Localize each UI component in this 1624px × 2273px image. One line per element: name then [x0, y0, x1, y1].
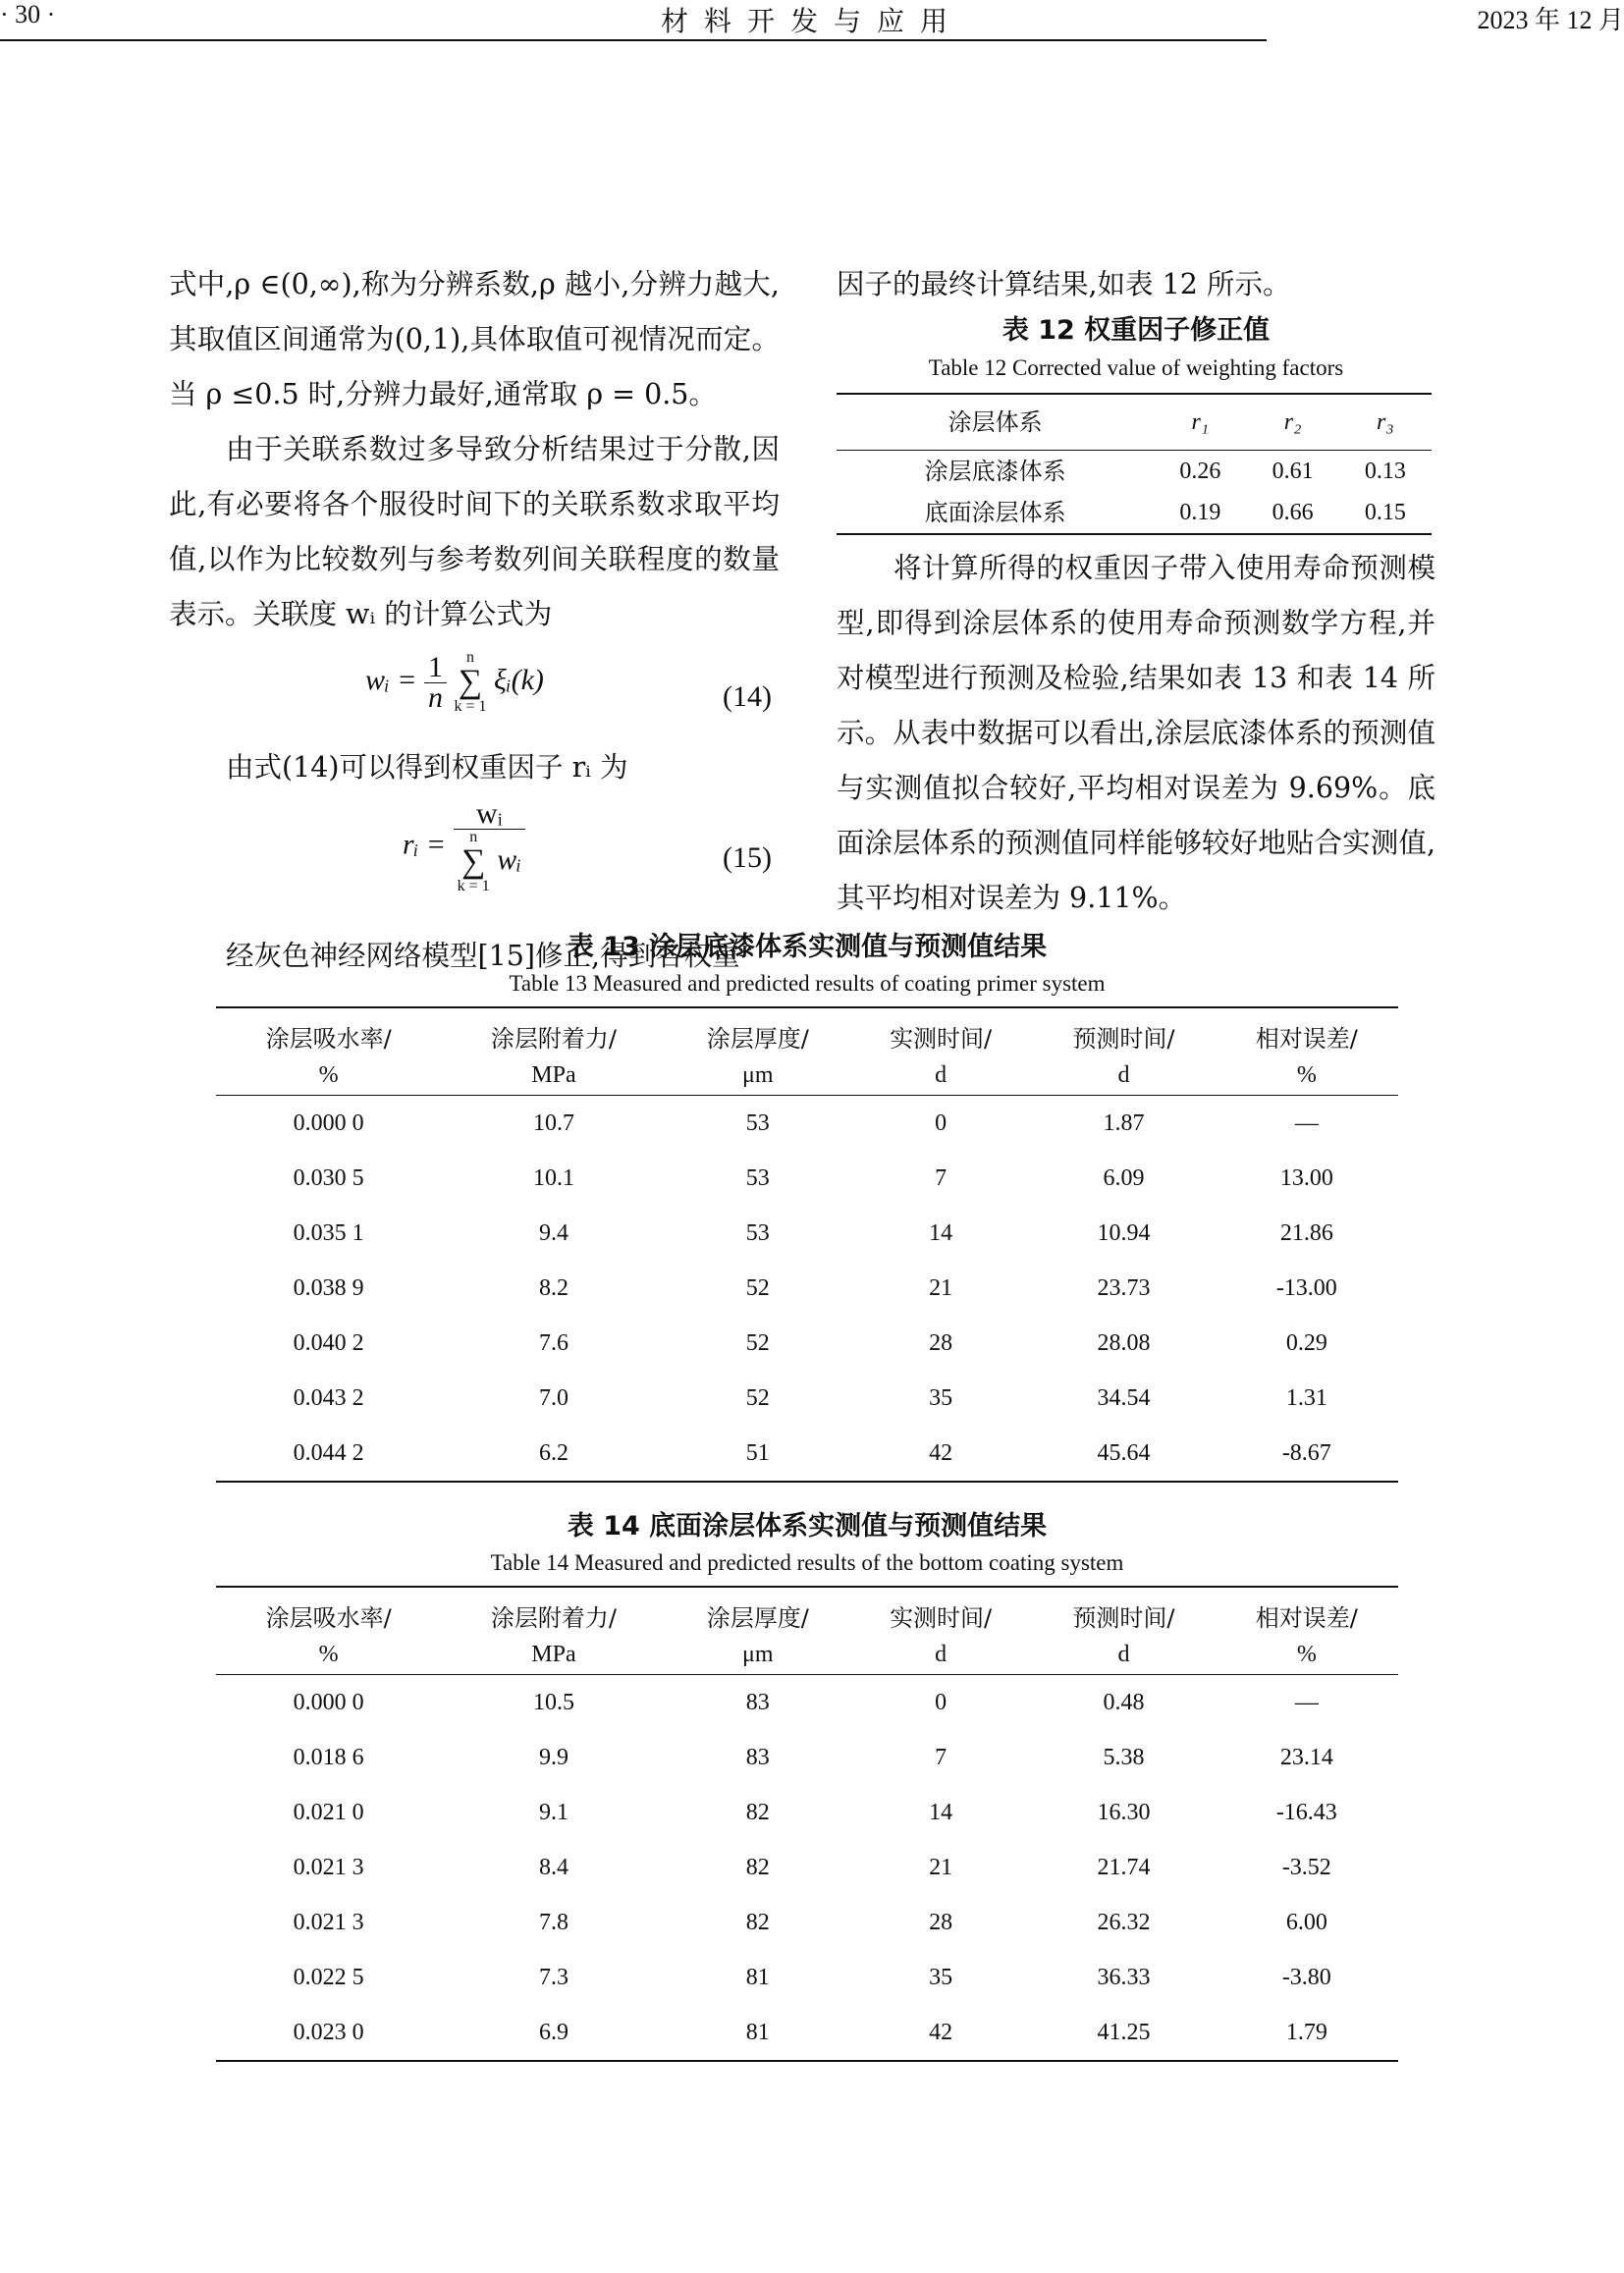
table-cell: 13.00	[1279, 1164, 1333, 1191]
table-cell: 82	[745, 1799, 770, 1825]
table-cell: 0.022 5	[293, 1964, 364, 1990]
table-cell: -8.67	[1281, 1439, 1331, 1466]
table-cell: 1.79	[1285, 2019, 1327, 2045]
table-cell: 7.3	[538, 1964, 568, 1990]
table-cell: 0	[935, 1689, 947, 1715]
table-cell: 45.64	[1097, 1439, 1151, 1466]
table-cell: -16.43	[1275, 1799, 1337, 1825]
table-unit-row: % MPa μm d d %	[216, 1635, 1398, 1675]
equation-number: (15)	[723, 841, 772, 874]
table-body	[216, 1675, 1398, 2062]
table-cell: 28	[929, 1909, 953, 1935]
paragraph: 由式(14)可以得到权重因子 rᵢ 为	[226, 751, 628, 784]
table-caption-en: Table 12 Corrected value of weighting factors	[928, 355, 1344, 380]
table-cell: 21.74	[1097, 1854, 1151, 1880]
table-cell: 53	[745, 1219, 770, 1246]
table-row	[216, 1840, 1398, 1895]
sum-symbol: n ∑ k = 1	[454, 649, 487, 715]
table-cell: 53	[745, 1164, 770, 1191]
table-row	[216, 1785, 1398, 1840]
table-row	[216, 1426, 1398, 1482]
table-cell: 1.87	[1103, 1109, 1145, 1136]
table-cell: 28	[929, 1329, 953, 1356]
table-cell: 21	[929, 1854, 953, 1880]
table-cell: 0.040 2	[293, 1329, 364, 1356]
table-caption-en: Table 13 Measured and predicted results of coating primer system	[509, 971, 1106, 996]
table-cell: 7	[935, 1744, 947, 1770]
table-row	[216, 2005, 1398, 2061]
table-cell: 0.021 0	[293, 1799, 364, 1825]
table-cell: 0.48	[1103, 1689, 1145, 1715]
table-cell: 51	[745, 1439, 770, 1466]
table-row	[216, 1675, 1398, 1731]
table-cell: 7.8	[538, 1909, 568, 1935]
table-row	[216, 1316, 1398, 1371]
paragraph: 由于关联系数过多导致分析结果过于分散,因此,有必要将各个服役时间下的关联系数求取平均值,以作为比较数列与参考数列间关联程度的数量表示。关联度 wᵢ 的计算公式为	[169, 433, 780, 630]
table-cell: 42	[929, 1439, 953, 1466]
table-cell: 16.30	[1097, 1799, 1151, 1825]
sum-symbol: n ∑ k = 1	[457, 829, 490, 894]
table-cell: 23.14	[1279, 1744, 1333, 1770]
table-row: 底面涂层体系 0.19 0.66 0.15	[837, 492, 1432, 534]
table-row	[216, 1096, 1398, 1152]
eq-lhs: rᵢ =	[403, 828, 447, 861]
right-column	[837, 257, 1435, 926]
table-cell: 0	[935, 1109, 947, 1136]
table-cell: 26.32	[1097, 1909, 1151, 1935]
journal-title: 材料开发与应用	[660, 5, 963, 37]
table-cell: 0.043 2	[293, 1384, 364, 1411]
paragraph: 因子的最终计算结果,如表 12 所示。	[837, 268, 1291, 300]
table-row: 涂层底漆体系 0.26 0.61 0.13	[924, 458, 1406, 485]
table-row	[216, 1730, 1398, 1785]
table-row	[216, 1151, 1398, 1206]
eq-fraction: wᵢ n ∑ k = 1 wᵢ	[454, 799, 525, 894]
paragraph: 式中,ρ ∈(0,∞),称为分辨系数,ρ 越小,分辨力越大,其取值区间通常为(0,1),具体取值可视情况而定。当 ρ ≤0.5 时,分辨力最好,通常取 ρ = 0.5。	[169, 268, 780, 410]
table-cell: 8.2	[538, 1274, 568, 1301]
table-row	[216, 1206, 1398, 1261]
table-cell: 10.5	[532, 1689, 574, 1715]
table-unit-row: % MPa μm d d %	[216, 1055, 1398, 1096]
table-row	[216, 1950, 1398, 2005]
page-number: · 30 ·	[0, 0, 56, 28]
table-cell: 83	[745, 1689, 770, 1715]
eq-fraction: $\frac{1}{n}$	[424, 653, 447, 713]
table-cell: 81	[745, 2019, 770, 2045]
table-cell: —	[1294, 1689, 1319, 1715]
table-cell: 8.4	[538, 1854, 568, 1880]
table-cell: 14	[929, 1799, 953, 1825]
table-cell: 42	[929, 2019, 953, 2045]
table-cell: 83	[745, 1744, 770, 1770]
table-cell: 1.31	[1285, 1384, 1327, 1411]
table-caption-en: Table 14 Measured and predicted results of the bottom coating system	[490, 1550, 1124, 1575]
table-cell: 0.29	[1285, 1329, 1327, 1356]
table-13	[216, 1006, 1398, 1483]
table-cell: 6.2	[538, 1439, 568, 1466]
table-cell: 0.044 2	[293, 1439, 364, 1466]
table-14-block	[216, 1507, 1398, 2062]
table-14	[216, 1586, 1398, 2062]
table-cell: 0.030 5	[293, 1164, 364, 1191]
table-cell: 21.86	[1279, 1219, 1333, 1246]
table-cell: 0.035 1	[293, 1219, 364, 1246]
table-caption: 表 14 底面涂层体系实测值与预测值结果	[567, 1511, 1048, 1542]
table-12-block	[837, 312, 1435, 535]
eq-lhs: wᵢ =	[365, 663, 417, 696]
table-cell: 23.73	[1097, 1274, 1151, 1301]
table-caption: 表 12 权重因子修正值	[1001, 315, 1271, 346]
table-header-row: 涂层体系 r₁ r₂ r₃	[837, 394, 1432, 451]
table-cell: 0.038 9	[293, 1274, 364, 1301]
table-row	[216, 1261, 1398, 1316]
table-row	[216, 1371, 1398, 1426]
table-cell: 41.25	[1097, 2019, 1151, 2045]
table-cell: 52	[745, 1384, 770, 1411]
table-cell: -3.52	[1281, 1854, 1331, 1880]
table-12	[837, 393, 1432, 535]
table-13-block	[216, 928, 1398, 1483]
table-cell: 82	[745, 1854, 770, 1880]
page-header	[0, 0, 1624, 41]
table-cell: —	[1294, 1109, 1319, 1136]
table-cell: 7.6	[538, 1329, 568, 1356]
table-cell: 10.1	[532, 1164, 574, 1191]
table-row	[216, 1895, 1398, 1950]
equation-14	[169, 642, 780, 740]
table-cell: 52	[745, 1274, 770, 1301]
table-cell: 9.4	[538, 1219, 568, 1246]
table-caption: 表 13 涂层底漆体系实测值与预测值结果	[567, 932, 1048, 962]
paragraph: 经灰色神经网络模型[15]修正,得到各权重	[226, 940, 740, 972]
table-header-row: 涂层吸水率/ 涂层附着力/ 涂层厚度/ 实测时间/ 预测时间/ 相对误差/	[216, 1007, 1398, 1055]
table-cell: 6.00	[1285, 1909, 1327, 1935]
table-cell: 7	[935, 1164, 947, 1191]
table-cell: 9.9	[538, 1744, 568, 1770]
issue-date: 2023 年 12 月	[1477, 6, 1624, 34]
table-cell: -3.80	[1281, 1964, 1331, 1990]
paragraph: 将计算所得的权重因子带入使用寿命预测模型,即得到涂层体系的使用寿命预测数学方程,并对模型进行预测及检验,结果如表 13 和表 14 所示。从表中数据可以看出,涂层底漆体系的预测值与实测值拟合较好,平均相对误差为 9.69%。底面涂层体系的预测值同样能够较好地贴合实测值,其平均相对误差为 9.11%。	[837, 552, 1435, 914]
table-cell: 0.000 0	[293, 1689, 364, 1715]
table-cell: 7.0	[538, 1384, 568, 1411]
table-cell: 82	[745, 1909, 770, 1935]
table-cell: 6.09	[1103, 1164, 1145, 1191]
table-cell: 53	[745, 1109, 770, 1136]
table-cell: 10.7	[532, 1109, 574, 1136]
table-cell: 81	[745, 1964, 770, 1990]
left-column	[169, 257, 780, 984]
table-cell: 6.9	[538, 2019, 568, 2045]
table-cell: 0.021 3	[293, 1909, 364, 1935]
table-cell: 52	[745, 1329, 770, 1356]
table-body	[216, 1096, 1398, 1483]
table-cell: 35	[929, 1384, 953, 1411]
equation-number: (14)	[723, 680, 772, 713]
table-cell: 36.33	[1097, 1964, 1151, 1990]
table-cell: 34.54	[1097, 1384, 1151, 1411]
table-cell: 9.1	[538, 1799, 568, 1825]
table-cell: 0.000 0	[293, 1109, 364, 1136]
table-header-row: 涂层吸水率/ 涂层附着力/ 涂层厚度/ 实测时间/ 预测时间/ 相对误差/	[216, 1587, 1398, 1635]
table-cell: 35	[929, 1964, 953, 1990]
eq-rhs: ξᵢ(k)	[494, 663, 544, 696]
table-cell: 0.023 0	[293, 2019, 364, 2045]
table-cell: -13.00	[1275, 1274, 1337, 1301]
equation-15	[169, 795, 780, 929]
table-cell: 5.38	[1103, 1744, 1145, 1770]
table-cell: 0.018 6	[293, 1744, 364, 1770]
table-cell: 0.021 3	[293, 1854, 364, 1880]
table-cell: 28.08	[1097, 1329, 1151, 1356]
table-cell: 10.94	[1097, 1219, 1151, 1246]
table-cell: 21	[929, 1274, 953, 1301]
table-cell: 14	[929, 1219, 953, 1246]
